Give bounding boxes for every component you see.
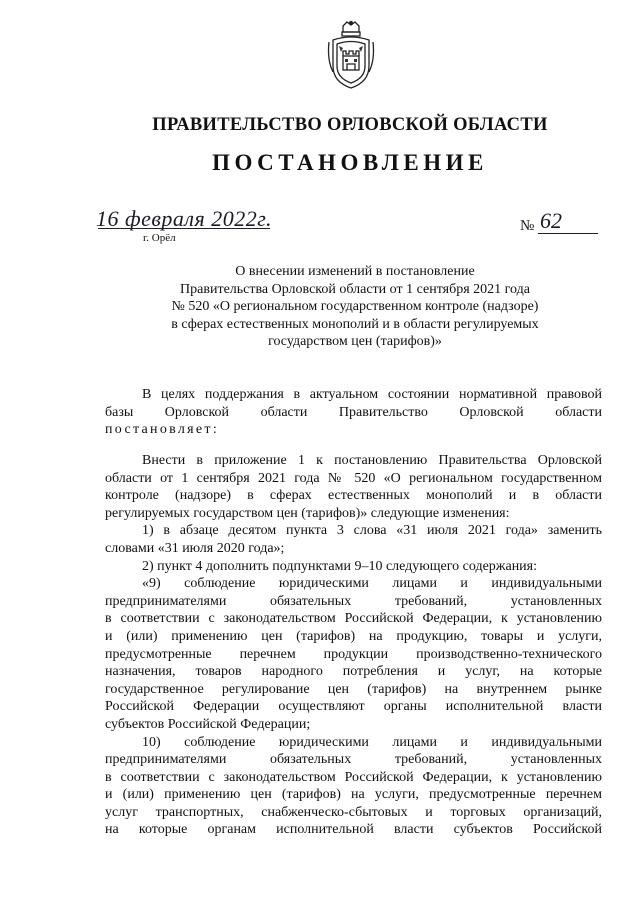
handwritten-date: 16 февраля 2022г. bbox=[96, 206, 273, 231]
document-type-heading: ПОСТАНОВЛЕНИЕ bbox=[212, 150, 488, 175]
text-line: Внести в приложение 1 к постановлению Правительства Орловской bbox=[142, 453, 602, 468]
text-line: 10) соблюдение юридическими лицами и индивидуальными bbox=[142, 734, 602, 750]
subject-line: в сферах естественных монополий и в области регулируемых bbox=[171, 316, 539, 332]
subject-line: государством цен (тарифов)» bbox=[268, 334, 442, 350]
text-line: В целях поддержания в актуальном состоянии нормативной правовой bbox=[142, 387, 602, 402]
body-text bbox=[105, 452, 602, 839]
preamble-paragraph bbox=[105, 386, 602, 439]
text-line: предусмотренные перечнем продукции производственно-технического bbox=[105, 646, 602, 662]
text-line: контроле (надзоре) в сферах естественных монополий и в области bbox=[105, 488, 602, 504]
text-line: словами «31 июля 2020 года»; bbox=[105, 540, 285, 556]
document-subject bbox=[145, 263, 565, 351]
text-line: на которые органам исполнительной власти субъектов Российской bbox=[105, 822, 602, 838]
text-line: в соответствии с законодательством Российской Федерации, к установлению bbox=[105, 769, 602, 785]
subject-line: О внесении изменений в постановление bbox=[235, 264, 475, 279]
document-number-label: № bbox=[520, 218, 535, 234]
text-line: 1) в абзаце десятом пункта 3 слова «31 июля 2021 года» заменить bbox=[142, 523, 602, 539]
text-line: предпринимателями обязательных требований, установленных bbox=[105, 752, 602, 768]
coat-of-arms-emblem bbox=[325, 20, 377, 92]
text-line: назначения, товаров народного потребления и услуг, на которые bbox=[105, 664, 602, 680]
subject-line: № 520 «О региональном государственном контроле (надзоре) bbox=[171, 299, 539, 315]
city-label: г. Орёл bbox=[143, 232, 176, 244]
text-line: области от 1 сентября 2021 года № 520 «О региональном государственном bbox=[105, 470, 602, 486]
text-line: предпринимателями обязательных требований, установленных bbox=[105, 593, 602, 609]
text-line: услуг транспортных, снабженческо-сбытовых и торговых организаций, bbox=[105, 804, 602, 820]
text-line: Российской Федерации осуществляют органы исполнительной власти bbox=[105, 699, 602, 715]
handwritten-document-number: 62 bbox=[540, 208, 562, 233]
text-line: государственное регулирование цен (тарифов) на внутреннем рынке bbox=[105, 681, 602, 697]
text-line: и (или) применению цен (тарифов) на продукцию, товары и услуги, bbox=[105, 628, 602, 644]
resolves-word: постановляет: bbox=[105, 422, 220, 438]
text-line: в соответствии с законодательством Российской Федерации, к установлению bbox=[105, 611, 602, 627]
text-line: и (или) применению цен (тарифов) на услуги, предусмотренные перечнем bbox=[105, 787, 602, 803]
government-title: ПРАВИТЕЛЬСТВО ОРЛОВСКОЙ ОБЛАСТИ bbox=[152, 115, 548, 135]
subject-line: Правительства Орловской области от 1 сентября 2021 года bbox=[180, 281, 530, 297]
text-line: 2) пункт 4 дополнить подпунктами 9–10 следующего содержания: bbox=[142, 558, 538, 574]
text-line: базы Орловской области Правительство Орловской области bbox=[105, 404, 602, 420]
text-line: субъектов Российской Федерации; bbox=[105, 716, 311, 732]
text-line: регулируемых государством цен (тарифов)» следующие изменения: bbox=[105, 505, 510, 521]
text-line: «9) соблюдение юридическими лицами и индивидуальными bbox=[142, 576, 602, 592]
document-number-underline bbox=[538, 233, 598, 234]
